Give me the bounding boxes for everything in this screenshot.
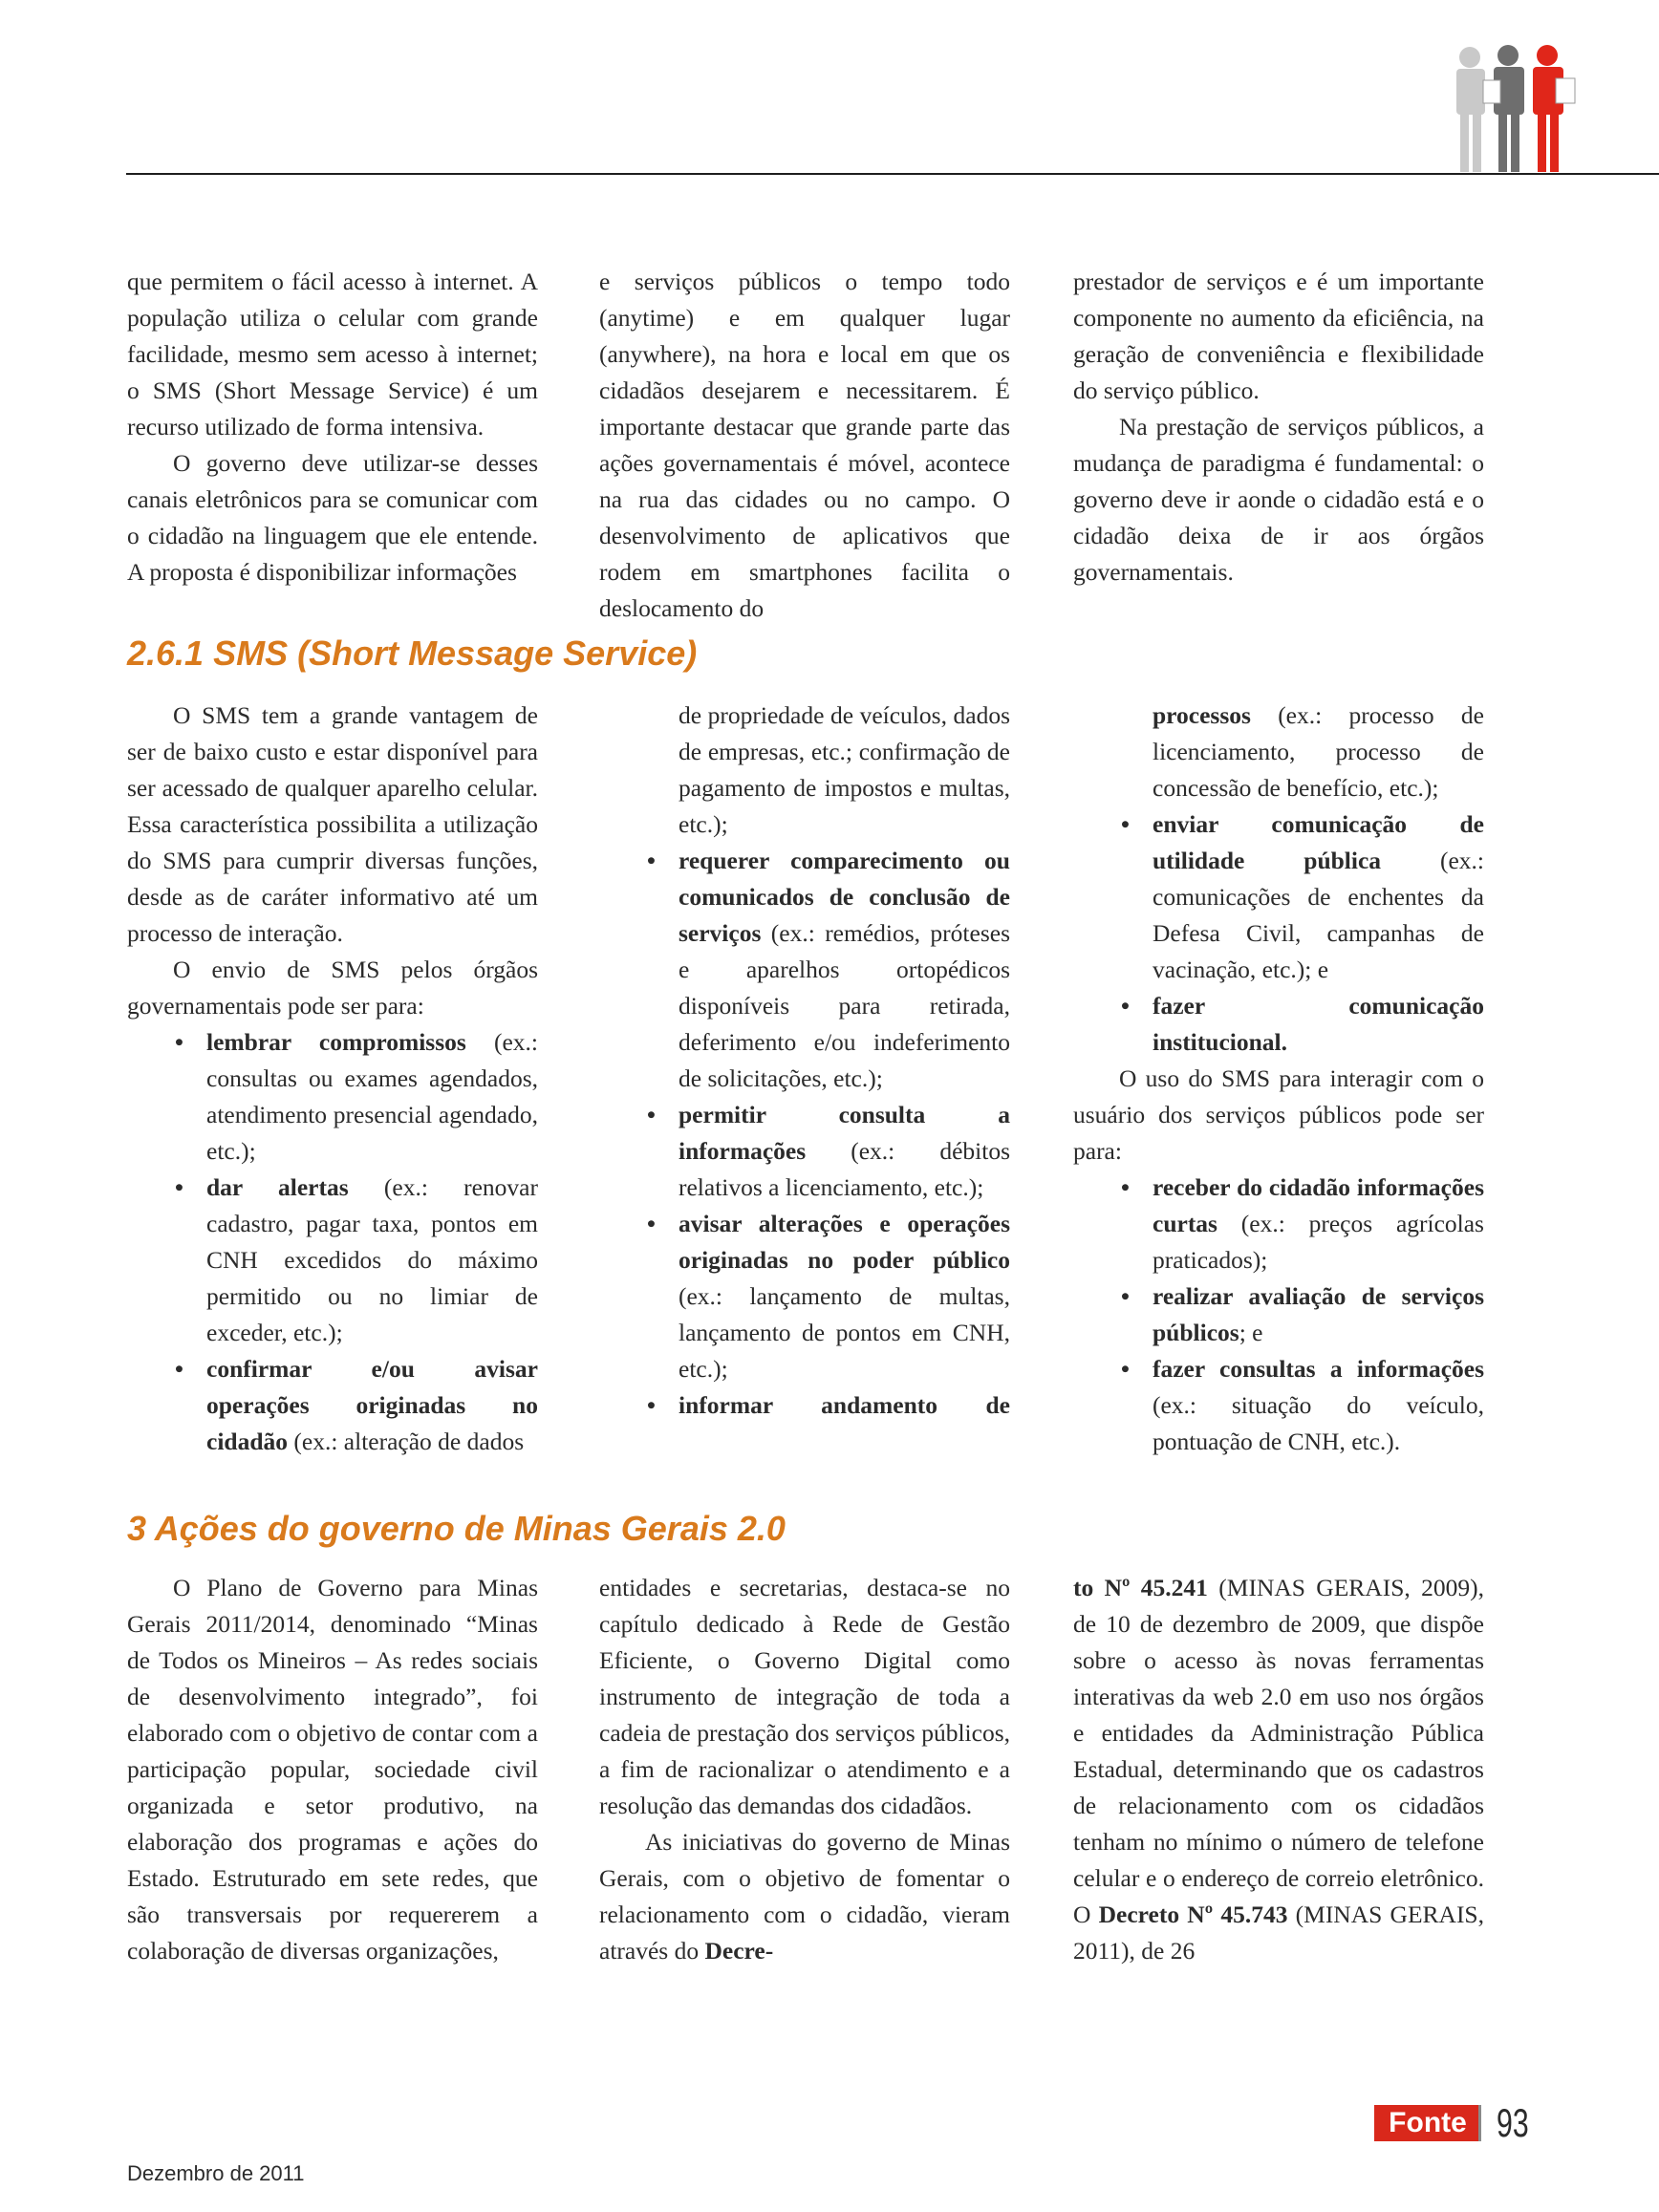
bullet-list <box>1073 1170 1484 1460</box>
list-continuation: processos (ex.: processo de licenciamento, processo de concessão de benefício, etc.); <box>1153 701 1484 802</box>
paragraph: O SMS tem a grande vantagem de ser de baixo custo e estar disponível para ser acessado de qualquer aparelho celular. Essa característica possibilita a utilização do SMS para cumprir diversas funções, desde as de caráter informativo até um processo de interação. <box>127 701 538 947</box>
list-item: • enviar comunicação de utilidade pública (ex.: comunicações de enchentes da Defesa Civil, campanhas de vacinação, etc.); e <box>1153 806 1484 988</box>
list-item: • fazer consultas a informações (ex.: situação do veículo, pontuação de CNH, etc.). <box>1153 1351 1484 1460</box>
paragraph: O envio de SMS pelos órgãos governamentais pode ser para: <box>127 956 538 1020</box>
bullet-list <box>599 843 1010 1424</box>
bullet-list <box>127 1024 538 1460</box>
sms-column-2 <box>599 698 1010 1424</box>
list-item: • realizar avaliação de serviços públicos; e <box>1153 1278 1484 1351</box>
paragraph: to Nº 45.241 (MINAS GERAIS, 2009), de 10 de dezembro de 2009, que dispõe sobre o acesso às novas ferramentas interativas da web 2.0 em uso nos órgãos e entidades da Administração Pública Estadual, determinando que os cadastros de relacionamento com os cidadãos tenham no mínimo o número de telefone celular e o endereço de correio eletrônico. O Decreto Nº 45.743 (MINAS GERAIS, 2011), de 26 <box>1073 1574 1484 1965</box>
three-people-icon <box>1449 44 1583 173</box>
header-rule <box>126 173 1659 175</box>
intro-column-3 <box>1073 264 1484 591</box>
list-item: • informar andamento de <box>679 1387 1010 1424</box>
list-item: • permitir consulta a informações (ex.: débitos relativos a licenciamento, etc.); <box>679 1097 1010 1206</box>
list-item: • requerer comparecimento ou comunicados de conclusão de serviços (ex.: remédios, próteses e aparelhos ortopédicos disponíveis para retirada, deferimento e/ou indeferimento de solicitações, etc.); <box>679 843 1010 1097</box>
paragraph: que permitem o fácil acesso à internet. A população utiliza o celular com grande facilidade, mesmo sem acesso à internet; o SMS (Short Message Service) é um recurso utilizado de forma intensiva. <box>127 268 538 440</box>
paragraph: Na prestação de serviços públicos, a mudança de paradigma é fundamental: o governo deve ir aonde o cidadão está e o cidadão deixa de ir aos órgãos governamentais. <box>1073 413 1484 586</box>
section-heading-sms: 2.6.1 SMS (Short Message Service) <box>127 634 698 673</box>
paragraph: prestador de serviços e é um importante componente no aumento da eficiência, na geração de conveniência e flexibilidade do serviço público. <box>1073 268 1484 404</box>
list-item: • avisar alterações e operações originadas no poder público (ex.: lançamento de multas, lançamento de pontos em CNH, etc.); <box>679 1206 1010 1387</box>
paragraph: entidades e secretarias, destaca-se no capítulo dedicado à Rede de Gestão Eficiente, o Governo Digital como instrumento de integração de toda a cadeia de prestação dos serviços públicos, a fim de racionalizar o atendimento e a resolução das demandas dos cidadãos. <box>599 1574 1010 1819</box>
paragraph: O uso do SMS para interagir com o usuário dos serviços públicos pode ser para: <box>1073 1064 1484 1165</box>
list-item: • confirmar e/ou avisar operações originadas no cidadão (ex.: alteração de dados <box>206 1351 538 1460</box>
page-number: 93 <box>1497 2100 1529 2145</box>
paragraph: O Plano de Governo para Minas Gerais 2011/2014, denominado “Minas de Todos os Mineiros – As redes sociais de desenvolvimento integrado”, foi elaborado com o objetivo de contar com a participação popular, sociedade civil organizada e setor produtivo, na elaboração dos programas e ações do Estado. Estruturado em sete redes, que são transversais por requererem a colaboração de diversas organizações, <box>127 1574 538 1965</box>
intro-column-2 <box>599 264 1010 627</box>
list-item: • dar alertas (ex.: renovar cadastro, pagar taxa, pontos em CNH excedidos do máximo permitido ou no limiar de exceder, etc.); <box>206 1170 538 1351</box>
minas-column-2 <box>599 1570 1010 1969</box>
list-continuation: de propriedade de veículos, dados de empresas, etc.; confirmação de pagamento de impostos e multas, etc.); <box>679 701 1010 838</box>
paragraph: e serviços públicos o tempo todo (anytime) e em qualquer lugar (anywhere), na hora e local em que os cidadãos desejarem e necessitarem. É importante destacar que grande parte das ações governamentais é móvel, acontece na rua das cidades ou no campo. O desenvolvimento de aplicativos que rodem em smartphones facilita o deslocamento do <box>599 268 1010 622</box>
minas-column-1 <box>127 1570 538 1969</box>
sms-column-1 <box>127 698 538 1460</box>
brand-logo: Fonte <box>1374 2105 1481 2141</box>
intro-column-1 <box>127 264 538 591</box>
minas-column-3 <box>1073 1570 1484 1969</box>
list-item: • lembrar compromissos (ex.: consultas ou exames agendados, atendimento presencial agendado, etc.); <box>206 1024 538 1170</box>
bullet-list <box>1073 806 1484 1061</box>
paragraph: O governo deve utilizar-se desses canais eletrônicos para se comunicar com o cidadão na linguagem que ele entende. A proposta é disponibilizar informações <box>127 449 538 586</box>
section-heading-minas: 3 Ações do governo de Minas Gerais 2.0 <box>127 1509 786 1548</box>
sms-column-3 <box>1073 698 1484 1460</box>
footer-date: Dezembro de 2011 <box>127 2161 305 2185</box>
list-item: • fazer comunicação institucional. <box>1153 988 1484 1061</box>
list-item: • receber do cidadão informações curtas (ex.: preços agrícolas praticados); <box>1153 1170 1484 1278</box>
paragraph: As iniciativas do governo de Minas Gerais, com o objetivo de fomentar o relacionamento com o cidadão, vieram através do Decre- <box>599 1828 1010 1965</box>
